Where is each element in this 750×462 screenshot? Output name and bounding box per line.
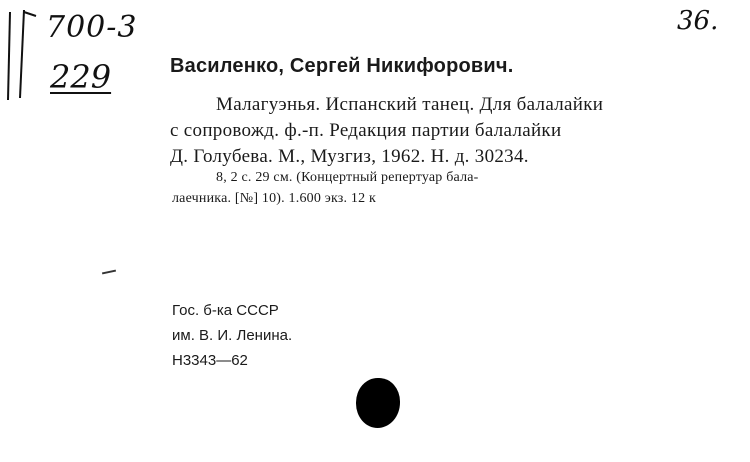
card-punch-hole (356, 378, 400, 428)
imprint-line: Д. Голубева. М., Музгиз, 1962. Н. д. 30234. (170, 146, 529, 167)
stray-ink-mark (102, 270, 116, 275)
library-card-code: Н3343—62 (172, 352, 248, 369)
title-line: Малагуэнья. Испанский танец. Для балалайки (216, 94, 604, 115)
vertical-stroke-link (24, 12, 36, 16)
card-number: 36. (677, 6, 719, 36)
shelf-mark-bottom: 229 (50, 58, 112, 96)
shelf-mark-top: 700-3 (46, 10, 138, 45)
library-name: Гос. б-ка СССР (172, 302, 279, 319)
author-heading: Василенко, Сергей Никифорович. (170, 55, 514, 77)
vertical-stroke-right (20, 10, 24, 98)
title-line: с сопровожд. ф.-п. Редакция партии балалайки (170, 120, 562, 141)
library-name-continued: им. В. И. Ленина. (172, 327, 293, 344)
vertical-stroke-left (8, 12, 10, 100)
physical-description-line: лаечника. [№] 10). 1.600 экз. 12 к (172, 191, 376, 206)
physical-description-line: 8, 2 с. 29 см. (Концертный репертуар бала- (216, 170, 479, 185)
